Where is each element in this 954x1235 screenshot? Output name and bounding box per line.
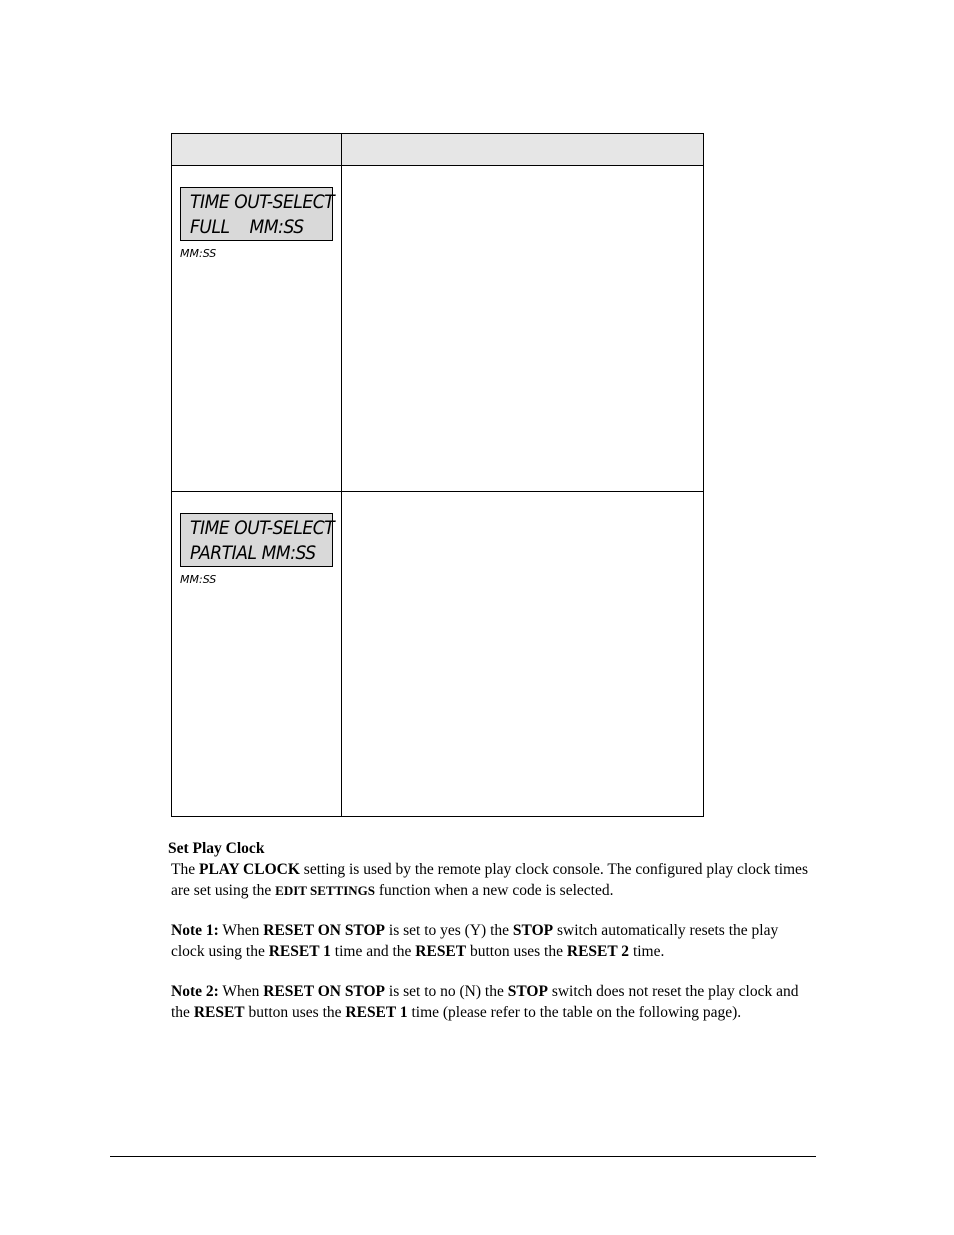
keyword: RESET 2 — [566, 943, 630, 960]
keyword: STOP — [512, 922, 554, 939]
keyword: STOP — [507, 983, 548, 1000]
text: When — [218, 983, 264, 1000]
lcd-display-full — [180, 187, 333, 241]
keyword: RESET ON STOP — [263, 983, 386, 1000]
settings-table — [171, 133, 704, 817]
set-play-clock-section — [168, 838, 808, 1042]
text: setting is used by the remote play clock console. The configured play clock times are set using the — [171, 861, 808, 899]
text: switch automatically resets the play clock using the — [171, 922, 779, 960]
lcd-display-partial — [180, 513, 333, 567]
column-divider — [341, 134, 342, 816]
section-title: Set Play Clock — [168, 840, 265, 857]
time-format-label: MM:SS — [180, 247, 217, 260]
text: button uses the — [466, 943, 567, 960]
keyword: RESET 1 — [268, 943, 331, 960]
lcd-line-1: TIME OUT-SELECT — [190, 191, 335, 213]
keyword: RESET 1 — [345, 1004, 408, 1021]
keyword: PLAY CLOCK — [198, 861, 300, 878]
note-1-paragraph — [171, 920, 808, 962]
row-divider — [172, 491, 703, 492]
text: When — [218, 922, 264, 939]
note-label: Note 1: — [171, 922, 219, 939]
lcd-line-2: PARTIAL MM:SS — [190, 542, 316, 564]
text: time (please refer to the table on the following page). — [407, 1004, 742, 1021]
note-2-paragraph — [171, 981, 808, 1023]
keyword: RESET — [415, 943, 467, 960]
text: is set to no (N) the — [385, 983, 508, 1000]
text: The — [171, 861, 199, 878]
time-format-label: MM:SS — [180, 573, 217, 586]
lcd-line-1: TIME OUT-SELECT — [190, 517, 335, 539]
text: time and the — [330, 943, 416, 960]
footer-divider — [110, 1156, 816, 1157]
text: is set to yes (Y) the — [385, 922, 513, 939]
keyword: RESET ON STOP — [263, 922, 386, 939]
lcd-line-2: FULL MM:SS — [190, 216, 304, 238]
intro-paragraph — [171, 859, 808, 901]
text: function when a new code is selected. — [375, 882, 614, 899]
keyword: EDIT SETTINGS — [275, 883, 376, 898]
keyword: RESET — [193, 1004, 245, 1021]
text: switch does not reset the play clock and the — [171, 983, 799, 1021]
text: button uses the — [244, 1004, 346, 1021]
note-label: Note 2: — [171, 983, 219, 1000]
table-header-row — [172, 134, 703, 166]
text: time. — [629, 943, 665, 960]
